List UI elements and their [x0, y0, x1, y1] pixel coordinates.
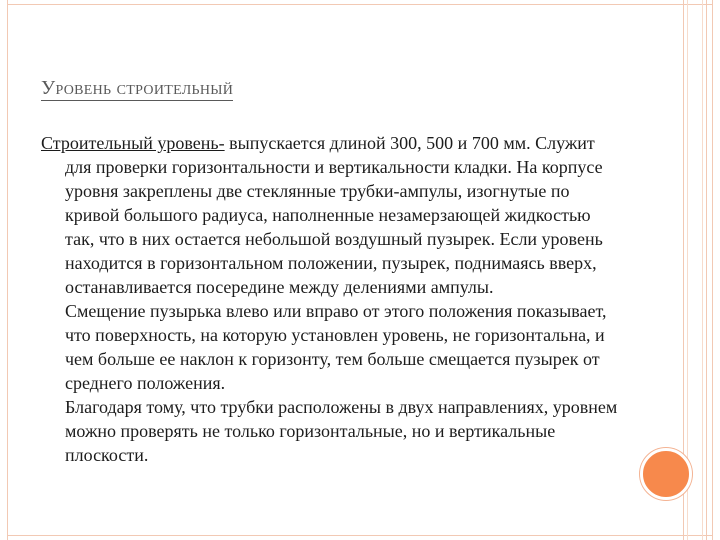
paragraph-1: [41, 131, 621, 299]
right-stripe-inner: [687, 0, 703, 540]
paragraph-3: Благодаря тому, что трубки расположены в двух направлениях, уровнем можно проверять не только горизонтальные, но и вертикальные плоскости.: [65, 397, 618, 465]
frame-top-line: [7, 4, 713, 5]
slide-title: Уровень строительный: [41, 77, 234, 99]
slide-body: [41, 131, 621, 467]
paragraph-2: Смещение пузырька влево или вправо от этого положения показывает, что поверхность, на которую установлен уровень, не горизонтальна, и чем больше ее наклон к горизонту, тем больше смещается пузырек от среднего положения.: [65, 301, 607, 393]
paragraph-1-text: выпускается длиной 300, 500 и 700 мм. Служит для проверки горизонтальности и вертикальности кладки. На корпусе уровня закреплены две стеклянные трубки-ампулы, изогнутые по кривой большого радиуса, наполненные незамерзающей жидкостью так, что в них остается небольшой воздушный пузырек. Если уровень находится в горизонтальном положении, пузырек, поднимаясь вверх, останавливается посередине между делениями ампулы.: [65, 133, 603, 297]
lead-term: Строительный уровень-: [41, 133, 225, 153]
frame-bottom-line: [7, 535, 713, 536]
orange-circle-decoration: [640, 448, 692, 500]
